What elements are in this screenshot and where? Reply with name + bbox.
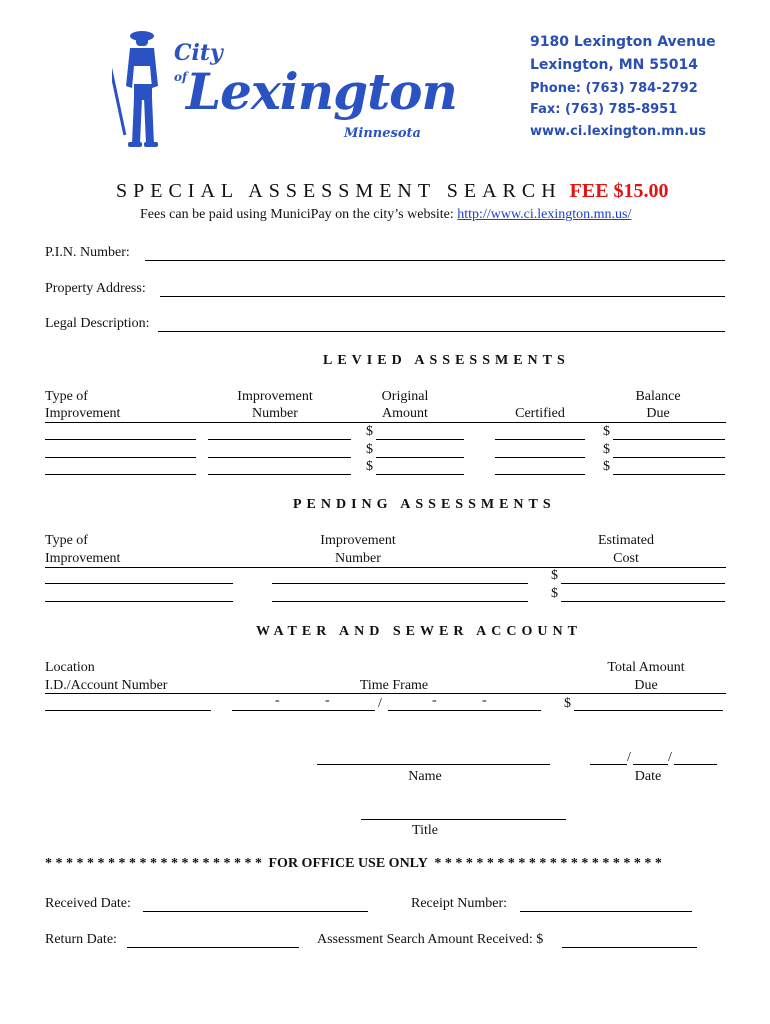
city-website-link[interactable]: http://www.ci.lexington.mn.us/ <box>457 207 632 222</box>
levied-impnum-field[interactable] <box>208 441 351 458</box>
levied-balance-field[interactable] <box>613 458 725 475</box>
levied-impnum-field[interactable] <box>208 423 351 440</box>
water-col-location-1: Location <box>45 660 95 675</box>
pending-col-type-2: Improvement <box>45 551 121 566</box>
levied-heading: LEVIED ASSESSMENTS <box>323 353 570 368</box>
levied-col-balance-1: Balance <box>635 389 681 404</box>
date-label: Date <box>634 769 662 784</box>
timeframe-start-dash-1: - <box>275 693 280 708</box>
levied-certified-field[interactable] <box>495 458 585 475</box>
date-day-field[interactable] <box>633 748 668 765</box>
received-date-field[interactable] <box>143 895 368 912</box>
name-field[interactable] <box>317 748 550 765</box>
office-stars-left: * * * * * * * * * * * * * * * * * * * * * <box>45 856 262 871</box>
legal-description-field[interactable] <box>158 315 725 332</box>
minuteman-figure-icon <box>112 26 172 154</box>
timeframe-separator: / <box>378 696 382 711</box>
receipt-number-field[interactable] <box>520 895 692 912</box>
amount-received-field[interactable] <box>562 931 697 948</box>
levied-balance-field[interactable] <box>613 441 725 458</box>
receipt-number-label: Receipt Number: <box>411 896 508 911</box>
pending-col-estimated-1: Estimated <box>598 533 654 548</box>
levied-balance-currency: $ <box>603 424 610 439</box>
pending-cost-currency: $ <box>551 586 558 601</box>
pending-col-impnum-1: Improvement <box>320 533 396 548</box>
pending-type-field[interactable] <box>45 567 233 584</box>
contact-fax: Fax: (763) 785-8951 <box>530 102 678 117</box>
office-use-banner <box>45 856 662 872</box>
return-date-field[interactable] <box>127 931 299 948</box>
levied-original-field[interactable] <box>376 441 464 458</box>
title-main: SPECIAL ASSESSMENT SEARCH <box>116 180 562 202</box>
legal-description-label: Legal Description: <box>45 316 150 331</box>
water-col-location-2: I.D./Account Number <box>45 678 168 693</box>
fees-note <box>140 207 631 223</box>
pending-impnum-field[interactable] <box>272 567 528 584</box>
levied-original-currency: $ <box>366 442 373 457</box>
timeframe-start-dash-2: - <box>325 693 330 708</box>
levied-col-original-1: Original <box>381 389 429 404</box>
city-logo <box>112 22 457 157</box>
contact-address-line1: 9180 Lexington Avenue <box>530 34 716 50</box>
pin-label: P.I.N. Number: <box>45 245 130 260</box>
levied-type-field[interactable] <box>45 423 196 440</box>
water-sewer-heading: WATER AND SEWER ACCOUNT <box>256 624 582 639</box>
logo-state-text: Minnesota <box>344 126 421 141</box>
name-label: Name <box>408 769 442 784</box>
water-col-total-2: Due <box>634 678 658 693</box>
levied-type-field[interactable] <box>45 441 196 458</box>
pending-col-estimated-2: Cost <box>613 551 639 566</box>
water-col-total-1: Total Amount <box>607 660 685 675</box>
timeframe-end-dash-1: - <box>432 693 437 708</box>
timeframe-end-dash-2: - <box>482 693 487 708</box>
pin-field[interactable] <box>145 244 725 261</box>
pending-cost-field[interactable] <box>561 585 725 602</box>
levied-certified-field[interactable] <box>495 441 585 458</box>
date-sep-1: / <box>627 750 631 765</box>
pending-type-field[interactable] <box>45 585 233 602</box>
water-total-currency: $ <box>564 696 571 711</box>
contact-phone: Phone: (763) 784-2792 <box>530 81 698 96</box>
received-date-label: Received Date: <box>45 896 131 911</box>
levied-original-currency: $ <box>366 459 373 474</box>
date-year-field[interactable] <box>674 748 717 765</box>
title-field[interactable] <box>361 803 566 820</box>
levied-type-field[interactable] <box>45 458 196 475</box>
title-label: Title <box>412 823 438 838</box>
levied-col-balance-2: Due <box>646 406 670 421</box>
pending-cost-field[interactable] <box>561 567 725 584</box>
levied-col-original-2: Amount <box>382 406 428 421</box>
levied-col-impnum-1: Improvement <box>237 389 313 404</box>
pending-heading: PENDING ASSESSMENTS <box>293 497 556 512</box>
date-sep-2: / <box>668 750 672 765</box>
property-address-label: Property Address: <box>45 281 146 296</box>
logo-name-text: Lexington <box>186 62 457 121</box>
contact-address-line2: Lexington, MN 55014 <box>530 57 698 73</box>
levied-certified-field[interactable] <box>495 423 585 440</box>
water-total-field[interactable] <box>574 694 723 711</box>
levied-original-currency: $ <box>366 424 373 439</box>
water-account-field[interactable] <box>45 694 211 711</box>
contact-website[interactable]: www.ci.lexington.mn.us <box>530 124 706 139</box>
fee-badge: FEE $15.00 <box>569 180 669 202</box>
page-title <box>116 180 669 203</box>
levied-balance-field[interactable] <box>613 423 725 440</box>
timeframe-start-field[interactable] <box>232 694 375 711</box>
levied-impnum-field[interactable] <box>208 458 351 475</box>
office-use-label: FOR OFFICE USE ONLY <box>268 856 428 871</box>
levied-col-type-2: Improvement <box>45 406 121 421</box>
water-col-timeframe: Time Frame <box>359 678 429 693</box>
levied-col-type-1: Type of <box>45 389 88 404</box>
logo-of-text: of <box>174 70 188 84</box>
levied-col-certified: Certified <box>515 406 565 421</box>
amount-received-label: Assessment Search Amount Received: $ <box>317 932 544 947</box>
levied-original-field[interactable] <box>376 423 464 440</box>
timeframe-end-field[interactable] <box>388 694 541 711</box>
fees-note-text: Fees can be paid using MuniciPay on the city’s website: <box>140 207 458 222</box>
levied-original-field[interactable] <box>376 458 464 475</box>
pending-col-impnum-2: Number <box>335 551 381 566</box>
property-address-field[interactable] <box>160 280 725 297</box>
logo-city-text: City <box>174 40 223 66</box>
pending-impnum-field[interactable] <box>272 585 528 602</box>
office-stars-right: * * * * * * * * * * * * * * * * * * * * * * <box>434 856 662 871</box>
levied-balance-currency: $ <box>603 459 610 474</box>
levied-col-impnum-2: Number <box>252 406 298 421</box>
date-month-field[interactable] <box>590 748 627 765</box>
pending-cost-currency: $ <box>551 568 558 583</box>
levied-balance-currency: $ <box>603 442 610 457</box>
pending-col-type-1: Type of <box>45 533 88 548</box>
return-date-label: Return Date: <box>45 932 117 947</box>
